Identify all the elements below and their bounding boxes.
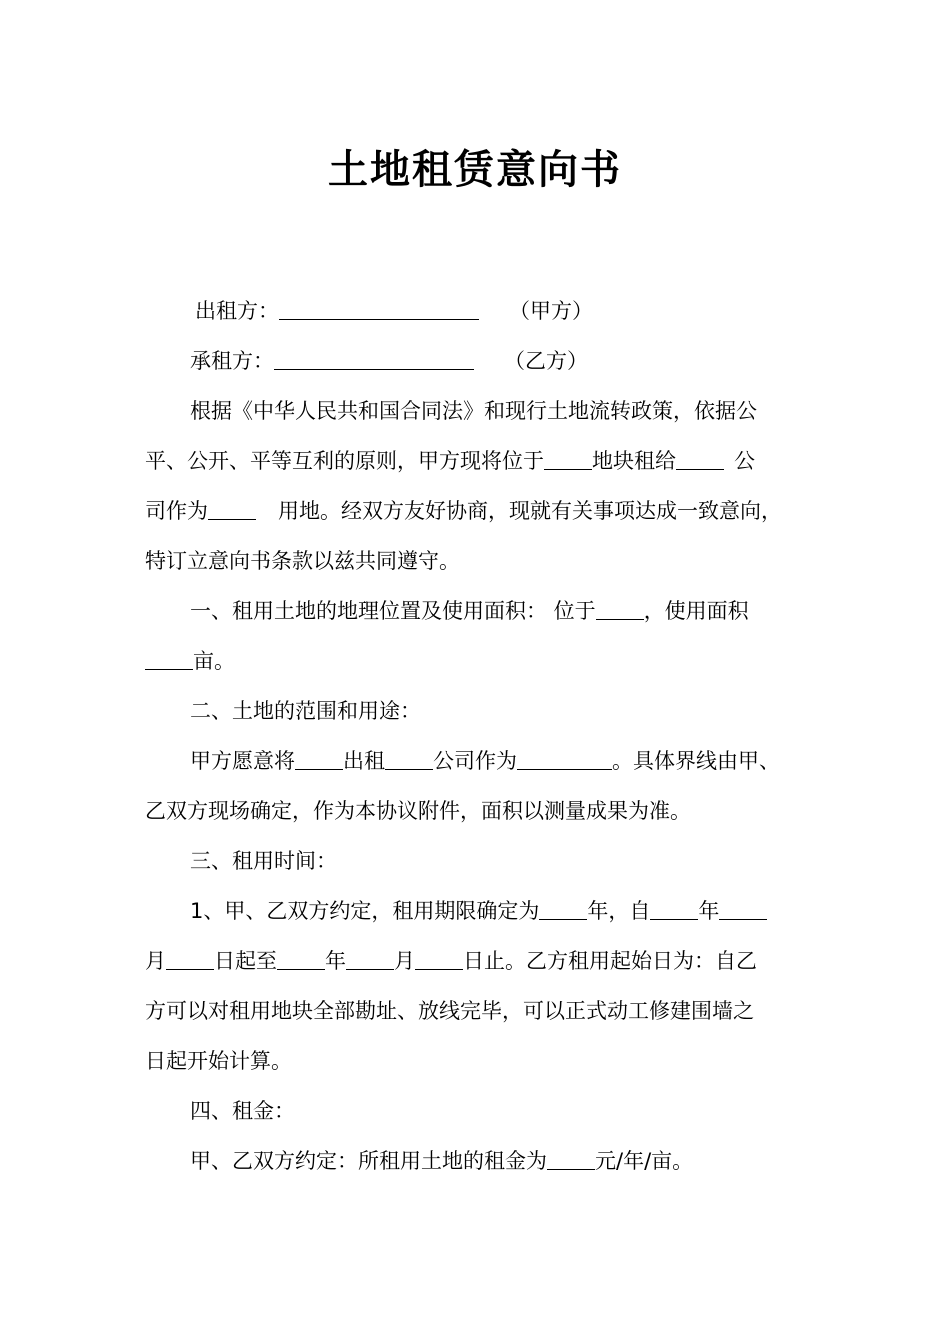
- section-1-line-2: [145, 646, 825, 676]
- section-2-line-2: 乙双方现场确定，作为本协议附件，面积以测量成果为准。: [145, 799, 691, 823]
- section-2-text: 出租: [343, 749, 385, 773]
- lessor-suffix: （甲方）: [509, 299, 593, 323]
- end-year-blank: [277, 947, 325, 970]
- lessee-line: [190, 346, 870, 376]
- purpose-blank: [517, 747, 612, 770]
- section-3-text: 月: [145, 949, 166, 973]
- section-2-heading: 二、土地的范围和用途：: [190, 699, 421, 723]
- intro-line-2: [145, 446, 825, 476]
- intro-text: 用地。经双方友好协商，现就有关事项达成一致意向，: [278, 499, 782, 523]
- area-blank: [145, 647, 193, 670]
- end-month-blank: [346, 947, 394, 970]
- section-3-text: 月: [394, 949, 415, 973]
- intro-text: 地块租给: [592, 449, 676, 473]
- section-2-text: 甲方愿意将: [190, 749, 295, 773]
- lessor-blank: [279, 297, 479, 320]
- lessee-blank: [274, 347, 474, 370]
- usage-blank: [208, 497, 256, 520]
- start-year-blank: [650, 897, 698, 920]
- section-4-text: 元/年/亩。: [595, 1149, 694, 1173]
- company-blank-2: [385, 747, 433, 770]
- intro-text: 平、公开、平等互利的原则，甲方现将位于: [145, 449, 544, 473]
- lessor-line: [195, 296, 875, 326]
- lessee-label: 承租方：: [190, 349, 274, 373]
- section-2-text: 。具体界线由甲、: [612, 749, 780, 773]
- start-month-blank: [719, 897, 767, 920]
- rent-blank: [547, 1147, 595, 1170]
- section-3-text: 日止。乙方租用起始日为：自乙: [463, 949, 757, 973]
- company-blank: [676, 447, 724, 470]
- start-day-blank: [166, 947, 214, 970]
- section-3-line-4: 日起开始计算。: [145, 1049, 292, 1073]
- land-blank: [295, 747, 343, 770]
- section-1-text: ，使用面积: [643, 599, 749, 623]
- years-blank: [539, 897, 587, 920]
- section-3-text: 日起至: [214, 949, 277, 973]
- intro-line-1: 根据《中华人民共和国合同法》和现行土地流转政策，依据公: [190, 399, 757, 423]
- section-4-heading: 四、租金：: [190, 1099, 295, 1123]
- section-4-text: 甲、乙双方约定：所租用土地的租金为: [190, 1149, 547, 1173]
- lessor-label: 出租方：: [195, 299, 279, 323]
- intro-text: 司作为: [145, 499, 208, 523]
- section-3-text: 年: [325, 949, 346, 973]
- section-1-heading: [190, 596, 870, 626]
- section-3-line-3: 方可以对租用地块全部勘址、放线完毕，可以正式动工修建围墙之: [145, 999, 754, 1023]
- section-3-heading: 三、租用时间：: [190, 849, 337, 873]
- section-2-line-1: [190, 746, 870, 776]
- intro-line-3: [145, 496, 825, 526]
- document-title: 土地租赁意向书: [328, 146, 622, 193]
- section-2-text: 公司作为: [433, 749, 517, 773]
- section-3-text: 1、甲、乙双方约定，租用期限确定为: [190, 899, 540, 923]
- plot-location-blank: [544, 447, 592, 470]
- section-1-text: 亩。: [193, 649, 235, 673]
- section-3-line-2: [145, 946, 825, 976]
- end-day-blank: [415, 947, 463, 970]
- section-3-text: 年，自: [587, 899, 651, 923]
- intro-text: 公: [734, 449, 755, 473]
- location-blank: [596, 597, 644, 620]
- section-1-text: 一、租用土地的地理位置及使用面积： 位于: [190, 599, 596, 623]
- section-3-text: 年: [698, 899, 720, 923]
- intro-line-4: 特订立意向书条款以兹共同遵守。: [145, 549, 460, 573]
- section-3-line-1: [190, 896, 870, 926]
- lessee-suffix: （乙方）: [504, 349, 588, 373]
- section-4-line-1: [190, 1146, 870, 1176]
